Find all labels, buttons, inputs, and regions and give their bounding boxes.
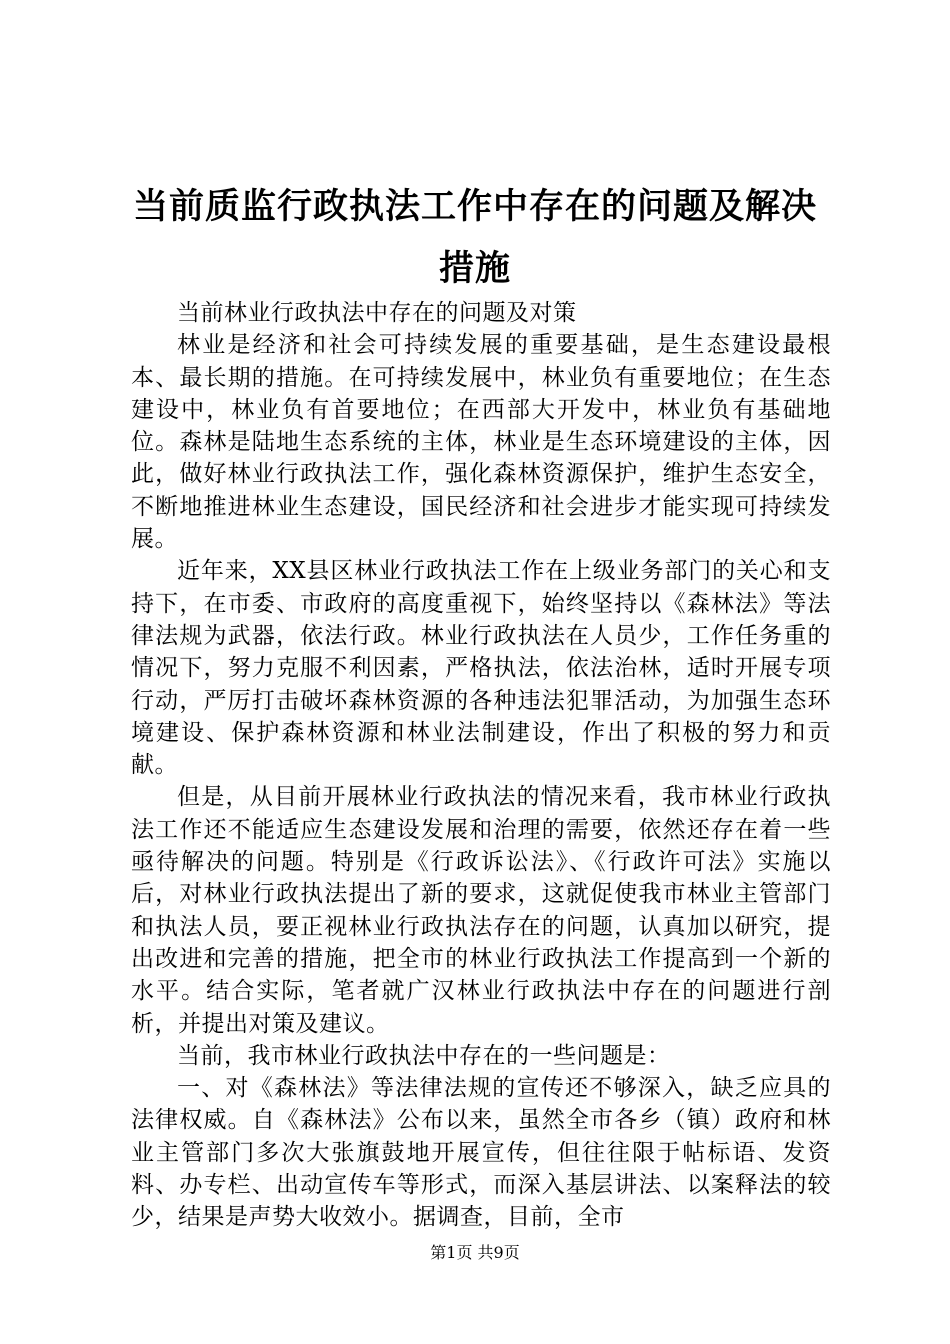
document-body [131, 297, 831, 1234]
paragraph-problem-one: 一、对《森林法》等法律法规的宣传还不够深入，缺乏应具的法律权威。自《森林法》公布以来，虽然全市各乡（镇）政府和林业主管部门多次大张旗鼓地开展宣传，但往往限于帖标语、发资料、办专栏、出动宣传车等形式，而深入基层讲法、以案释法的较少，结果是声势大收效小。据调查，目前，全市 [131, 1075, 831, 1231]
paragraph-problems-lead: 当前，我市林业行政执法中存在的一些问题是： [177, 1042, 671, 1069]
paragraph-current-problems-intro: 但是，从目前开展林业行政执法的情况来看，我市林业行政执法工作还不能适应生态建设发展和治理的需要，依然还存在着一些亟待解决的问题。特别是《行政诉讼法》、《行政许可法》实施以后，对林业行政执法提出了新的要求，这就促使我市林业主管部门和执法人员，要正视林业行政执法存在的问题，认真加以研究，提出改进和完善的措施，把全市的林业行政执法工作提高到一个新的水平。结合实际，笔者就广汉林业行政执法中存在的问题进行剖析，并提出对策及建议。 [131, 784, 831, 1037]
document-title: 当前质监行政执法工作中存在的问题及解决措施 [132, 186, 817, 289]
page-number-footer: 第1页 共9页 [430, 1243, 520, 1262]
paragraph-recent-years: 近年来，XX县区林业行政执法工作在上级业务部门的关心和支持下，在市委、市政府的高度重视下，始终坚持以《森林法》等法律法规为武器，依法行政。林业行政执法在人员少，工作任务重的情况下，努力克服不利因素，严格执法，依法治林，适时开展专项行动，严厉打击破坏森林资源的各种违法犯罪活动，为加强生态环境建设、保护森林资源和林业法制建设，作出了积极的努力和贡献。 [131, 558, 831, 779]
paragraph-subtitle: 当前林业行政执法中存在的问题及对策 [177, 300, 577, 326]
paragraph-forestry-importance: 林业是经济和社会可持续发展的重要基础，是生态建设最根本、最长期的措施。在可持续发展中，林业负有重要地位；在生态建设中，林业负有首要地位；在西部大开发中，林业负有基础地位。森林是陆地生态系统的主体，林业是生态环境建设的主体，因此，做好林业行政执法工作，强化森林资源保护，维护生态安全，不断地推进林业生态建设，国民经济和社会进步才能实现可持续发展。 [131, 332, 831, 553]
